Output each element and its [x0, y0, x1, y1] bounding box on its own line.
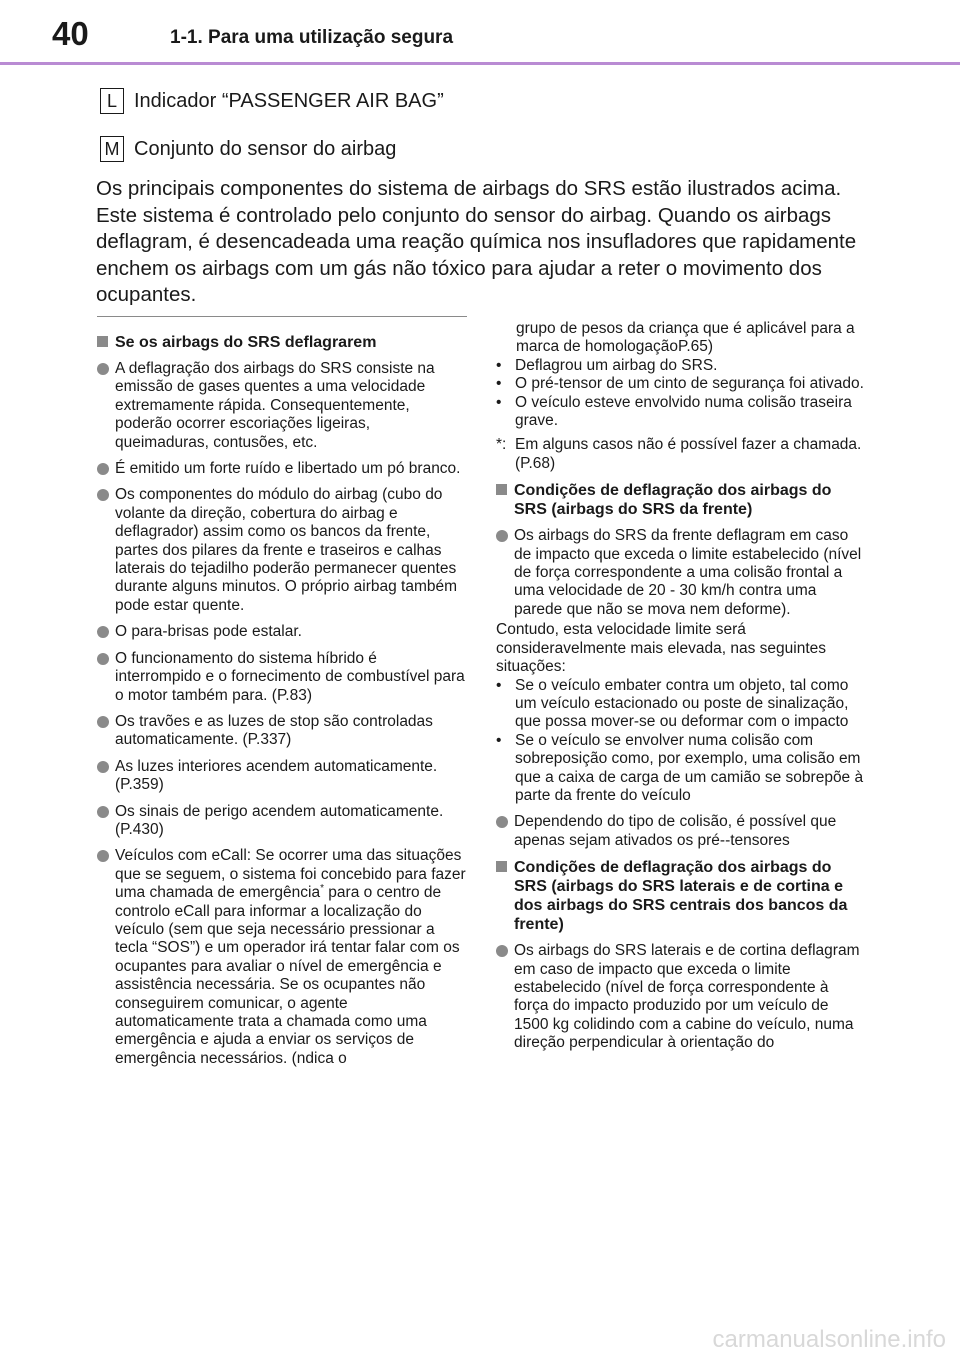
footnote-marker: *	[320, 883, 324, 894]
footnote-mark: *:	[496, 436, 507, 454]
section-heading	[496, 481, 866, 519]
list-item	[97, 803, 467, 840]
list-item-text: Os travões e as luzes de stop são controladas automaticamente. (P.337)	[115, 712, 433, 749]
legend-item-m	[100, 134, 396, 164]
list-item-text: Os airbags do SRS da frente deflagram em caso de impacto que exceda o limite estabelecido (nível de força correspondente a uma colisão frontal a uma velocidade de 20 - 30 km/h contra uma parede que não se mova nem deforme).	[514, 527, 862, 618]
circle-bullet-icon	[97, 363, 109, 375]
bullet-text: Se o veículo se envolver numa colisão com sobreposição como, por exemplo, uma colisão em que a caixa de carga de um camião se sobrepõe à parte da frente do veículo	[515, 731, 864, 804]
list-item	[97, 486, 467, 615]
list-item-text: Os componentes do módulo do airbag (cubo do volante da direção, cobertura do airbag e deflagrador) assim como os bancos da frente, partes dos pilares da frente e traseiros e calhas laterais do tejadilho poderão permanecer quentes durante alguns minutos. O próprio airbag também pode estar quente.	[115, 486, 458, 614]
heading-text: Condições de deflagração dos airbags do SRS (airbags do SRS laterais e de cortina e dos airbags do SRS centrais dos bancos da frente)	[514, 859, 848, 934]
square-bullet-icon	[496, 861, 507, 872]
bullet-text: Deflagrou um airbag do SRS.	[515, 356, 718, 374]
bullet-item	[496, 375, 866, 393]
header-divider	[0, 62, 960, 65]
list-item	[496, 527, 866, 619]
list-item	[97, 650, 467, 705]
list-item-text	[115, 847, 467, 1068]
list-item-text: O para-brisas pode estalar.	[115, 623, 302, 641]
list-item-text: É emitido um forte ruído e libertado um pó branco.	[115, 460, 461, 478]
bullet-item	[496, 357, 866, 375]
bullet-dot-icon: •	[496, 731, 502, 749]
list-item-text: O funcionamento do sistema híbrido é interrompido e o fornecimento de combustível para o motor também para. (P.83)	[115, 649, 465, 704]
list-item-text: Os sinais de perigo acendem automaticamente. (P.430)	[115, 802, 444, 838]
continued-text: grupo de pesos da criança que é aplicável para a marca de homologaçãoP.65)	[516, 320, 855, 356]
section-heading	[496, 858, 866, 934]
footnote	[496, 436, 866, 473]
list-item	[97, 460, 467, 478]
bullet-text: Se o veículo embater contra um objeto, tal como um veículo estacionado ou poste de sinalização, que possa mover-se ou deformar com o impacto	[515, 676, 849, 731]
list-item	[496, 813, 866, 850]
site-watermark: carmanualsonline.info	[712, 1326, 946, 1353]
circle-bullet-icon	[97, 463, 109, 475]
ecall-text-start: Veículos com eCall: Se ocorrer uma das situações que se seguem, o sistema foi concebido para fazer uma chamada de emergência	[115, 847, 466, 902]
page-header	[0, 0, 960, 66]
list-item-text: Os airbags do SRS laterais e de cortina deflagram em caso de impacto que exceda o limite estabelecido (nível de força correspondente à força do impacto produzido por um veículo de 1500 kg colidindo com a cabine do veículo, numa direção perpendicular à orientação do	[514, 942, 860, 1052]
section-heading	[97, 333, 467, 352]
heading-text: Condições de deflagração dos airbags do SRS (airbags do SRS da frente)	[514, 482, 832, 519]
legend-item-l	[100, 86, 444, 116]
legend-key-l: L	[100, 88, 124, 114]
bullet-text: O pré-tensor de um cinto de segurança foi ativado.	[515, 375, 864, 393]
list-item-text: A deflagração dos airbags do SRS consiste na emissão de gases quentes a uma velocidade extremamente rápida. Consequentemente, poderão ocorrer escoriações ligeiras, queimaduras, contusões, etc.	[115, 360, 435, 451]
circle-bullet-icon	[97, 653, 109, 665]
circle-bullet-icon	[97, 761, 109, 773]
bullet-item	[496, 677, 866, 732]
section-title: 1-1. Para uma utilização segura	[170, 27, 454, 48]
page-number: 40	[52, 15, 89, 52]
body-paragraph: Contudo, esta velocidade limite será consideravelmente mais elevada, nas seguintes situações:	[496, 621, 826, 676]
column-divider	[97, 316, 467, 317]
left-column	[97, 316, 467, 1076]
list-item-text: As luzes interiores acendem automaticamente. (P.359)	[115, 757, 438, 794]
right-column	[496, 320, 866, 1061]
list-item	[496, 942, 866, 1052]
list-item	[97, 360, 467, 452]
bullet-text: O veículo esteve envolvido numa colisão traseira grave.	[515, 393, 852, 430]
circle-bullet-icon	[496, 816, 508, 828]
heading-text: Se os airbags do SRS deflagrarem	[115, 334, 377, 351]
bullet-dot-icon: •	[496, 393, 502, 411]
list-item-text: Dependendo do tipo de colisão, é possível que apenas sejam ativados os pré--tensores	[514, 813, 837, 849]
square-bullet-icon	[97, 336, 108, 347]
list-item	[97, 713, 467, 750]
bullet-item	[496, 732, 866, 806]
circle-bullet-icon	[97, 850, 109, 862]
bullet-dot-icon: •	[496, 375, 502, 393]
list-item-ecall	[97, 847, 467, 1068]
square-bullet-icon	[496, 484, 507, 495]
legend-key-m: M	[100, 136, 124, 162]
list-item	[97, 758, 467, 795]
circle-bullet-icon	[496, 945, 508, 957]
circle-bullet-icon	[496, 530, 508, 542]
bullet-item	[496, 394, 866, 431]
bullet-dot-icon: •	[496, 356, 502, 374]
intro-paragraph: Os principais componentes do sistema de airbags do SRS estão ilustrados acima. Este sistema é controlado pelo conjunto do sensor do airbag. Quando os airbags deflagram, é desencadeada uma reação química nos insufladores que rapidamente enchem os airbags com um gás não tóxico para ajudar a reter o movimento dos ocupantes.	[96, 177, 857, 306]
list-item	[97, 623, 467, 641]
circle-bullet-icon	[97, 716, 109, 728]
circle-bullet-icon	[97, 806, 109, 818]
circle-bullet-icon	[97, 489, 109, 501]
ecall-text-end: para o centro de controlo eCall para informar a localização do veículo (sem que seja necessário pressionar a tecla “SOS”) e um operador irá tentar falar com os ocupantes para avaliar o nível de emergência e assistência necessária. Se os ocupantes não conseguirem comunicar, o agente automaticamente trata a chamada como uma emergência e ajuda a enviar os serviços de emergência necessários. (ndica o	[115, 884, 460, 1067]
footnote-text: Em alguns casos não é possível fazer a chamada. (P.68)	[515, 436, 862, 472]
legend-text-l: Indicador “PASSENGER AIR BAG”	[134, 89, 444, 112]
circle-bullet-icon	[97, 626, 109, 638]
legend-text-m: Conjunto do sensor do airbag	[134, 137, 397, 160]
bullet-dot-icon: •	[496, 676, 502, 694]
